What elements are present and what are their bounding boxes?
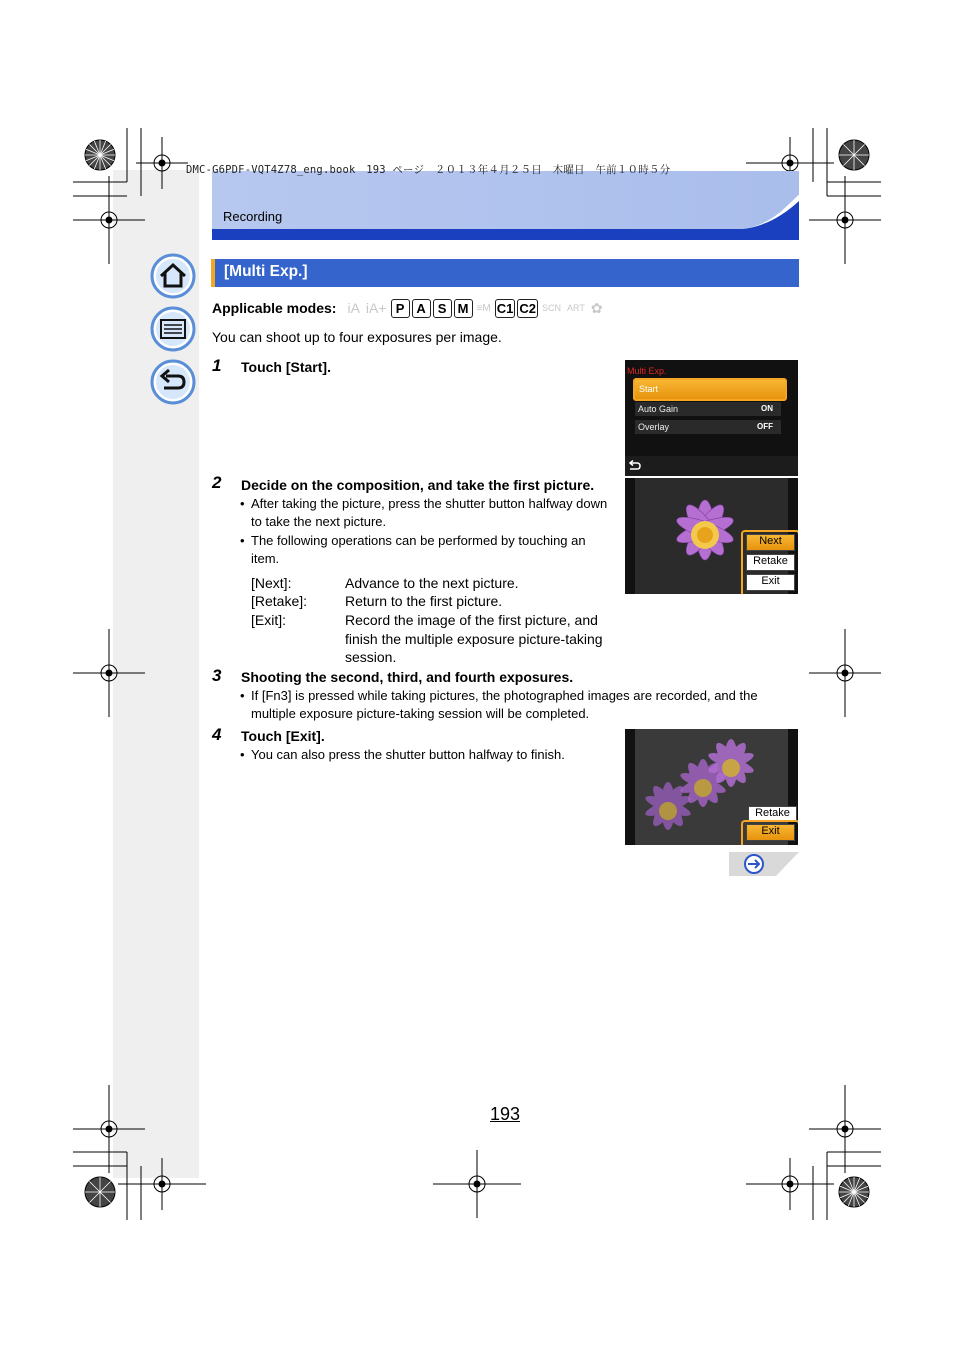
step-2-number: 2: [212, 473, 222, 492]
screen2-retake-button[interactable]: Retake: [746, 554, 795, 571]
section-label: Recording: [223, 209, 283, 224]
screen1-start-row[interactable]: [633, 378, 787, 401]
screen1-overlay-row[interactable]: [635, 420, 781, 434]
applicable-modes: [212, 297, 606, 319]
modes-label: Applicable modes:: [212, 300, 337, 316]
screen-multiple-exposure: [625, 729, 798, 845]
def-exit-desc: Record the image of the first picture, and finish the multiple exposure picture-taking session.: [345, 612, 603, 665]
intro-text: You can shoot up to four exposures per image.: [212, 329, 502, 345]
contents-list-icon[interactable]: [150, 306, 196, 352]
mode-scn-icon: SCN: [541, 303, 561, 313]
mode-s-icon: S: [433, 299, 452, 318]
step-3-title: Shooting the second, third, and fourth exposures.: [241, 669, 574, 685]
mode-a-icon: A: [412, 299, 431, 318]
screen1-return-icon[interactable]: [628, 460, 642, 472]
next-page-arrow-icon[interactable]: [729, 852, 799, 876]
step-2-bullet-2-text: The following operations can be performed by touching an item.: [251, 533, 586, 566]
screen1-auto-gain-label: Auto Gain: [638, 404, 679, 414]
screen1-start-label: Start: [639, 384, 659, 394]
step-3-number: 3: [212, 666, 222, 685]
section-title-bar: [211, 259, 799, 287]
step-2-bullet-2: • The following operations can be performed by touching an item.: [241, 532, 616, 568]
step-4-title: Touch [Exit].: [241, 728, 325, 744]
home-icon[interactable]: [150, 253, 196, 299]
mode-c2-icon: C2: [519, 300, 536, 316]
step-4-bullet-1-text: You can also press the shutter button halfway to finish.: [251, 747, 565, 762]
screen1-bottom-bar: [625, 456, 798, 476]
mode-ia-plus-icon: iA+: [365, 300, 387, 316]
screen2-next-button[interactable]: Next: [746, 534, 795, 551]
page-number: 193: [490, 1104, 521, 1124]
step-2-bullet-1: • After taking the picture, press the shutter button halfway down to take the next picture.: [241, 495, 616, 531]
screen1-overlay-value: OFF: [757, 422, 773, 431]
page-title: [Multi Exp.]: [224, 263, 308, 280]
def-retake-desc: Return to the first picture.: [345, 593, 503, 609]
step-4-number: 4: [212, 725, 222, 744]
def-next-term: [Next]:: [251, 575, 292, 591]
mode-p-icon: P: [391, 299, 410, 318]
screen3-exit-button[interactable]: Exit: [746, 824, 795, 841]
step-3-bullet-1: • If [Fn3] is pressed while taking pictures, the photographed images are recorded, and the multiple exposure picture-taking session will be completed.: [241, 687, 801, 723]
screen-multi-exp-menu: [625, 360, 798, 476]
mode-m-icon: M: [454, 299, 473, 318]
def-retake-term: [Retake]:: [251, 593, 308, 609]
screen1-overlay-label: Overlay: [638, 422, 670, 432]
screen1-auto-gain-value: ON: [761, 404, 773, 413]
step-3-bullet-1-text: If [Fn3] is pressed while taking pictures, the photographed images are recorded, and the multiple exposure picture-taking session will be completed.: [251, 688, 758, 721]
print-header: DMC-G6PDF-VQT4Z78_eng.book 193 ページ ２０１３年４月２５日 木曜日 午前１０時５分: [186, 164, 671, 176]
screen1-auto-gain-row[interactable]: [635, 402, 781, 416]
def-exit-term: [Exit]:: [251, 612, 287, 628]
screen-first-exposure: [625, 478, 798, 594]
step-1-number: 1: [212, 356, 222, 375]
screen2-exit-button[interactable]: Exit: [746, 574, 795, 591]
screen1-title: Multi Exp.: [627, 366, 667, 376]
step-4-bullet-1: • You can also press the shutter button halfway to finish.: [241, 746, 616, 764]
mode-creative-icon: ✿: [590, 299, 603, 316]
mode-movie-m-icon: ≡M: [476, 302, 491, 314]
step-2-title: Decide on the composition, and take the first picture.: [241, 477, 595, 493]
step-2-bullet-1-text: After taking the picture, press the shutter button halfway down to take the next picture.: [251, 496, 608, 529]
def-next-desc: Advance to the next picture.: [345, 575, 519, 591]
title-accent: [211, 259, 215, 287]
back-icon[interactable]: [150, 359, 196, 405]
mode-ia-icon: iA: [347, 300, 360, 316]
header-band: [212, 171, 799, 240]
step-1-title: Touch [Start].: [241, 359, 331, 375]
mode-c1-icon: C1: [496, 300, 514, 316]
mode-art-icon: ART: [566, 303, 585, 313]
screen3-retake-button[interactable]: Retake: [748, 806, 797, 822]
